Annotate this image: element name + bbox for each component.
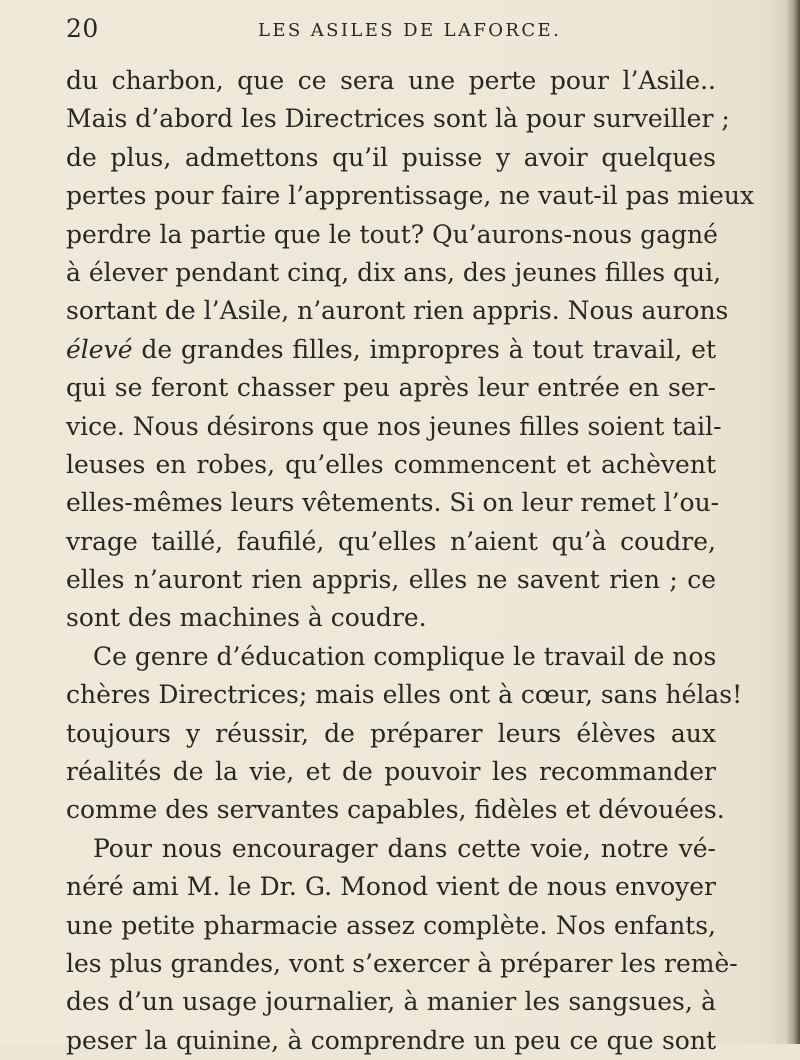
text-line-23: une petite pharmacie assez complète. Nos enfants,	[66, 910, 716, 940]
text-line-13: vrage taillé, faufilé, qu’elles n’aient qu’à coudre,	[66, 526, 716, 556]
text-line-21: Pour nous encourager dans cette voie, notre vé-	[93, 833, 716, 863]
text-line-22: néré ami M. le Dr. G. Monod vient de nous envoyer	[66, 872, 716, 902]
text-line-17: chères Directrices; mais elles ont à cœur, sans hélas!	[66, 680, 743, 710]
body-text	[66, 62, 755, 1060]
text-line-2: Mais d’abord les Directrices sont là pour surveiller ;	[66, 104, 730, 134]
page-edge-shadow	[786, 0, 800, 1044]
text-line-11: leuses en robes, qu’elles commencent et achèvent	[66, 449, 716, 479]
text-line-6: à élever pendant cinq, dix ans, des jeunes filles qui,	[66, 257, 722, 287]
text-line-14: elles n’auront rien appris, elles ne savent rien ; ce	[66, 565, 716, 595]
text-line-16: Ce genre d’éducation complique le travail de nos	[93, 641, 717, 671]
text-line-1: du charbon, que ce sera une perte pour l’Asile..	[66, 66, 716, 95]
italic-word: élevé	[66, 334, 133, 364]
page-header	[66, 14, 746, 48]
text-line-8-rest: de grandes filles, impropres à tout travail, et	[141, 334, 716, 364]
text-line-8	[66, 331, 716, 369]
text-line-7: sortant de l’Asile, n’auront rien appris. Nous aurons	[66, 296, 729, 326]
text-line-3: de plus, admettons qu’il puisse y avoir quelques	[66, 142, 716, 172]
text-line-24: les plus grandes, vont s’exercer à préparer les remè-	[66, 948, 738, 978]
text-line-10: vice. Nous désirons que nos jeunes filles soient tail-	[66, 411, 722, 441]
text-line-18: toujours y réussir, de préparer leurs élèves aux	[66, 718, 716, 748]
text-line-12: elles-mêmes leurs vêtements. Si on leur remet l’ou-	[66, 488, 720, 518]
text-line-9: qui se feront chasser peu après leur entrée en ser-	[66, 373, 716, 403]
text-line-5: perdre la partie que le tout? Qu’aurons-nous gagné	[66, 219, 718, 249]
text-line-19: réalités de la vie, et de pouvoir les recommander	[66, 757, 716, 787]
text-line-15: sont des machines à coudre.	[66, 603, 427, 633]
running-head: LES ASILES DE LAFORCE.	[258, 20, 562, 41]
text-line-26: peser la quinine, à comprendre un peu ce que sont	[66, 1025, 716, 1055]
text-line-4: pertes pour faire l’apprentissage, ne vaut-il pas mieux	[66, 181, 755, 211]
text-line-20: comme des servantes capables, fidèles et dévouées.	[66, 795, 725, 825]
page-number: 20	[66, 14, 99, 43]
text-line-25: des d’un usage journalier, à manier les sangsues, à	[66, 987, 716, 1017]
